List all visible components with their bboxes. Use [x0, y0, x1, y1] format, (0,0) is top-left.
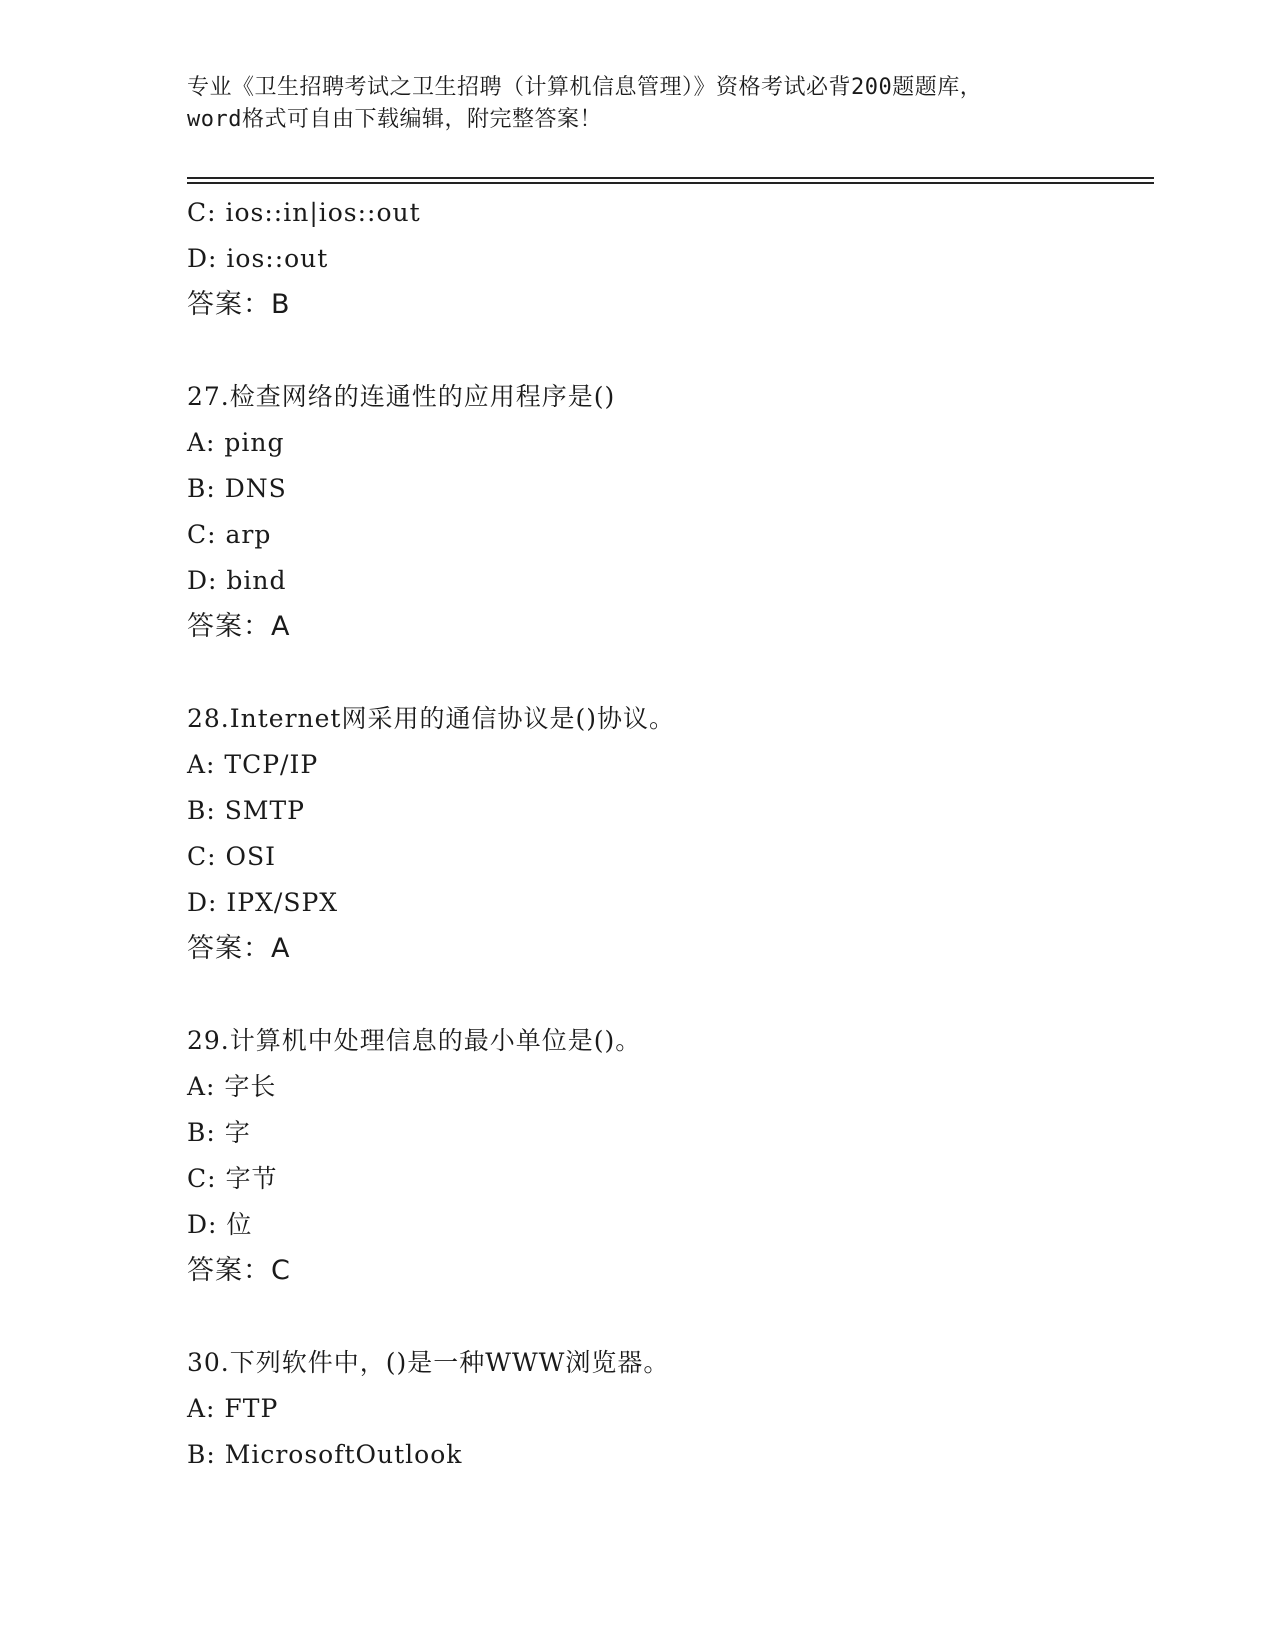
question-title: 29.计算机中处理信息的最小单位是()。 — [187, 1026, 642, 1055]
header-line-1: 专业《卫生招聘考试之卫生招聘（计算机信息管理）》资格考试必背200题题库， — [187, 75, 983, 100]
answer-line: 答案：A — [187, 933, 291, 964]
option: D: bind — [187, 566, 287, 595]
option: B: DNS — [187, 474, 287, 503]
question-title: 27.检查网络的连通性的应用程序是() — [187, 382, 616, 411]
option: B: MicrosoftOutlook — [187, 1440, 463, 1469]
answer-line: 答案：A — [187, 611, 291, 642]
option: B: SMTP — [187, 796, 305, 825]
option: A: 字长 — [187, 1072, 277, 1101]
spacer — [187, 972, 1147, 1018]
spacer — [187, 328, 1147, 374]
answer-line: 答案：B — [187, 289, 291, 320]
option: A: FTP — [187, 1394, 279, 1423]
answer-line: 答案：C — [187, 1255, 291, 1286]
option: C: 字节 — [187, 1164, 278, 1193]
question-title: 30.下列软件中，()是一种WWW浏览器。 — [187, 1348, 670, 1377]
option: C: ios::in|ios::out — [187, 198, 421, 227]
option: C: arp — [187, 520, 272, 549]
option: A: TCP/IP — [187, 750, 319, 779]
spacer — [187, 650, 1147, 696]
option: D: 位 — [187, 1210, 253, 1239]
header-line-2: word格式可自由下载编辑，附完整答案！ — [187, 107, 602, 132]
question-list — [187, 190, 1147, 1478]
option: D: ios::out — [187, 244, 329, 273]
question-title: 28.Internet网采用的通信协议是()协议。 — [187, 704, 675, 733]
option: C: OSI — [187, 842, 276, 871]
option: B: 字 — [187, 1118, 251, 1147]
spacer — [187, 1294, 1147, 1340]
header-divider-top — [187, 177, 1154, 179]
option: A: ping — [187, 428, 285, 457]
document-header — [187, 72, 1087, 136]
option: D: IPX/SPX — [187, 888, 339, 917]
header-divider-bottom — [187, 182, 1154, 184]
